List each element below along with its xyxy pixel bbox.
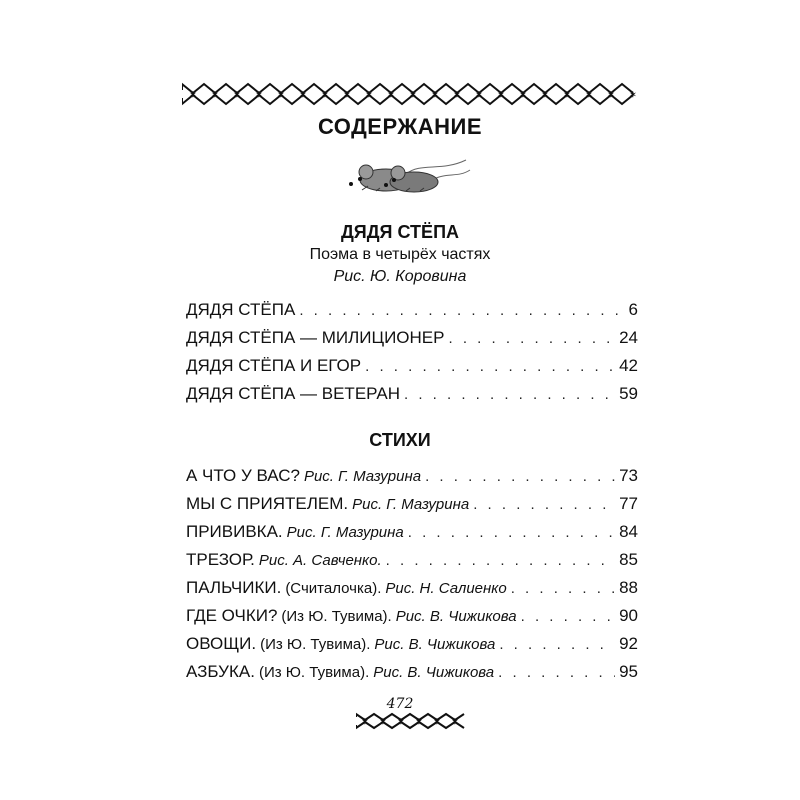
mice-illustration bbox=[346, 152, 472, 196]
toc-entry-credit: Рис. В. Чижикова bbox=[395, 608, 517, 625]
toc-entry[interactable] bbox=[186, 634, 638, 662]
toc-entry-credit: Рис. Г. Мазурина bbox=[352, 496, 470, 513]
toc-entry-page: 42 bbox=[619, 356, 638, 375]
toc-entry-page: 88 bbox=[619, 578, 638, 597]
toc-entry-page: 92 bbox=[619, 634, 638, 653]
toc-entry[interactable] bbox=[186, 328, 638, 356]
toc-entry-title: ДЯДЯ СТЁПА — ВЕТЕРАН bbox=[186, 384, 400, 403]
toc-entry-title: ТРЕЗОР. bbox=[186, 550, 255, 569]
page-number: 472 bbox=[386, 696, 414, 712]
star-icon: ✶ bbox=[414, 717, 424, 728]
toc-entry-page: 59 bbox=[619, 384, 638, 403]
star-icon: ✶ bbox=[210, 90, 220, 101]
toc-entry-page: 95 bbox=[619, 662, 638, 681]
zigzag-ornament-icon bbox=[182, 82, 639, 106]
zigzag-ornament-icon bbox=[356, 712, 466, 730]
toc-entry[interactable] bbox=[186, 606, 638, 634]
zigzag-line bbox=[356, 714, 464, 720]
dot-leader bbox=[448, 330, 615, 347]
star-icon: ✶ bbox=[540, 90, 550, 101]
toc-entry-title: А ЧТО У ВАС? bbox=[186, 466, 300, 485]
star-icon: ✶ bbox=[298, 90, 308, 101]
toc-entry-note: (Из Ю. Тувима). bbox=[260, 636, 371, 653]
star-icon: ✶ bbox=[452, 90, 462, 101]
toc-entry[interactable] bbox=[186, 662, 638, 690]
star-icon: ✶ bbox=[562, 90, 572, 101]
toc-entry-note: (Из Ю. Тувима). bbox=[258, 664, 370, 681]
dot-leader bbox=[404, 386, 615, 403]
toc-entry-page: 84 bbox=[619, 522, 638, 541]
toc-entry-credit: Рис. В. Чижикова bbox=[374, 636, 496, 653]
toc-entry-page: 73 bbox=[619, 466, 638, 485]
toc-entry[interactable] bbox=[186, 466, 638, 494]
toc-entry-title: ДЯДЯ СТЁПА — МИЛИЦИОНЕР bbox=[186, 328, 445, 347]
section-credit: Рис. Ю. Коровина bbox=[333, 268, 467, 285]
zigzag-line bbox=[356, 722, 464, 728]
toc-entry-page: 90 bbox=[619, 606, 638, 625]
toc-list-section2 bbox=[186, 466, 638, 690]
dot-leader bbox=[473, 496, 615, 513]
toc-entry-credit: Рис. Г. Мазурина bbox=[303, 468, 422, 485]
dot-leader bbox=[408, 524, 615, 541]
toc-entry-credit: Рис. Н. Салиенко bbox=[385, 580, 507, 597]
dot-leader bbox=[511, 580, 615, 597]
star-icon: ✶ bbox=[396, 717, 406, 728]
star-icon: ✶ bbox=[628, 90, 638, 101]
star-icon: ✶ bbox=[386, 90, 396, 101]
star-icon: ✶ bbox=[432, 717, 442, 728]
toc-entry-title: ОВОЩИ. bbox=[186, 634, 257, 653]
section-title-dyadya-styopa: ДЯДЯ СТЁПА bbox=[340, 222, 460, 242]
star-icon: ✶ bbox=[408, 90, 418, 101]
toc-list-section1 bbox=[186, 300, 638, 412]
toc-entry-note: (Из Ю. Тувима). bbox=[281, 608, 392, 625]
dot-leader bbox=[498, 664, 615, 681]
dot-leader bbox=[425, 468, 615, 485]
toc-entry-page: 6 bbox=[628, 300, 638, 319]
star-icon: ✶ bbox=[364, 90, 374, 101]
toc-entry[interactable] bbox=[186, 550, 638, 578]
star-icon: ✶ bbox=[584, 90, 594, 101]
star-icon: ✶ bbox=[378, 717, 388, 728]
toc-entry-credit: Рис. Г. Мазурина bbox=[286, 524, 404, 541]
toc-entry-credit: Рис. А. Савченко. bbox=[258, 552, 382, 569]
dot-leader bbox=[521, 608, 615, 625]
section-subtitle: Поэма в четырёх частях bbox=[309, 246, 491, 263]
toc-entry-page: 24 bbox=[619, 328, 638, 347]
section-title-stikhi: СТИХИ bbox=[369, 430, 431, 450]
star-icon: ✶ bbox=[450, 717, 460, 728]
star-icon: ✶ bbox=[496, 90, 506, 101]
star-icon: ✶ bbox=[342, 90, 352, 101]
toc-entry-title: ДЯДЯ СТЁПА bbox=[186, 300, 296, 319]
toc-entry-note: (Считалочка). bbox=[285, 580, 382, 597]
dot-leader bbox=[386, 552, 615, 569]
toc-entry[interactable] bbox=[186, 522, 638, 550]
toc-entry-page: 85 bbox=[619, 550, 638, 569]
toc-entry[interactable] bbox=[186, 494, 638, 522]
toc-entry-title: АЗБУКА. bbox=[186, 662, 255, 681]
toc-entry-title: ГДЕ ОЧКИ? bbox=[186, 606, 278, 625]
toc-entry[interactable] bbox=[186, 300, 638, 328]
star-icon: ✶ bbox=[254, 90, 264, 101]
star-icon: ✶ bbox=[232, 90, 242, 101]
toc-entry-title: МЫ С ПРИЯТЕЛЕМ. bbox=[186, 494, 349, 513]
star-icon: ✶ bbox=[188, 90, 198, 101]
dot-leader bbox=[299, 302, 624, 319]
page-title: СОДЕРЖАНИЕ bbox=[317, 114, 483, 139]
star-icon: ✶ bbox=[430, 90, 440, 101]
dot-leader bbox=[365, 358, 615, 375]
toc-entry[interactable] bbox=[186, 384, 638, 412]
dot-leader bbox=[499, 636, 615, 653]
toc-entry[interactable] bbox=[186, 578, 638, 606]
toc-entry-title: ПАЛЬЧИКИ. bbox=[186, 578, 282, 597]
toc-entry-title: ДЯДЯ СТЁПА И ЕГОР bbox=[186, 356, 362, 375]
star-icon: ✶ bbox=[518, 90, 528, 101]
toc-entry-title: ПРИВИВКА. bbox=[186, 522, 283, 541]
toc-entry-credit: Рис. В. Чижикова bbox=[373, 664, 495, 681]
star-icon: ✶ bbox=[276, 90, 286, 101]
star-icon: ✶ bbox=[606, 90, 616, 101]
toc-entry[interactable] bbox=[186, 356, 638, 384]
star-icon: ✶ bbox=[360, 717, 370, 728]
star-icon: ✶ bbox=[320, 90, 330, 101]
star-icon: ✶ bbox=[474, 90, 484, 101]
toc-entry-page: 77 bbox=[619, 494, 638, 513]
